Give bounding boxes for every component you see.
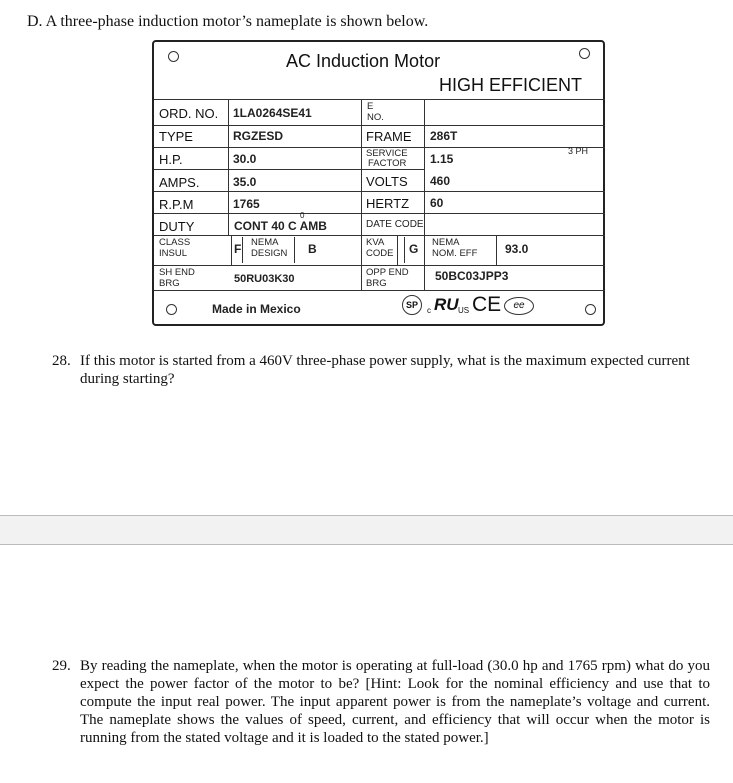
e-label: E <box>367 101 374 112</box>
code-label: CODE <box>366 248 394 259</box>
csa-certification-icon: SP <box>402 295 422 315</box>
mounting-hole-icon <box>585 304 596 315</box>
opp-end-value: 50BC03JPP3 <box>435 269 509 283</box>
volts-value: 460 <box>430 174 451 188</box>
brg-label-2: BRG <box>366 278 387 289</box>
duty-degree: 0 <box>300 211 305 220</box>
brg-label: BRG <box>159 278 180 289</box>
factor-label: FACTOR <box>368 158 407 169</box>
service-label: SERVICE <box>366 148 408 159</box>
rule <box>424 99 425 290</box>
frame-label: FRAME <box>366 129 412 144</box>
phase-value: 3 PH <box>568 146 589 156</box>
us-mark: US <box>458 306 470 315</box>
rule <box>154 99 605 100</box>
design-value: B <box>308 242 317 256</box>
rule <box>242 237 243 263</box>
amps-label: AMPS. <box>159 175 200 190</box>
type-value: RGZESD <box>233 129 284 143</box>
motor-nameplate <box>152 40 605 326</box>
design-label: DESIGN <box>251 248 288 259</box>
rule <box>228 99 229 235</box>
rule <box>154 169 425 170</box>
rule <box>496 235 497 265</box>
date-code-label: DATE CODE <box>366 219 424 230</box>
hertz-label: HERTZ <box>366 196 410 211</box>
frame-value: 286T <box>430 129 458 143</box>
section-divider <box>0 515 733 545</box>
ee-efficiency-icon: ee <box>504 297 534 315</box>
class-label: CLASS <box>159 237 191 248</box>
hp-value: 30.0 <box>233 152 257 166</box>
rule <box>154 265 605 266</box>
rule <box>397 235 398 265</box>
service-factor-value: 1.15 <box>430 152 454 166</box>
rule <box>154 191 605 192</box>
question-29-number: 29. <box>52 658 71 674</box>
nema-label-2: NEMA <box>432 237 460 248</box>
rpm-value: 1765 <box>233 197 260 211</box>
volts-label: VOLTS <box>366 174 408 189</box>
made-in-text: Made in Mexico <box>212 302 301 316</box>
question-28-text: If this motor is started from a 460V three-phase power supply, what is the maximum expected current during starting? <box>80 353 690 387</box>
rule <box>231 235 232 265</box>
question-28-number: 28. <box>52 353 71 369</box>
ul-certification-icon: RU <box>434 295 459 314</box>
nameplate-title: AC Induction Motor <box>286 51 441 71</box>
rule <box>154 125 605 126</box>
ord-no-value: 1LA0264SE41 <box>233 106 312 120</box>
hp-label: H.P. <box>159 152 183 167</box>
ord-no-label: ORD. NO. <box>159 106 219 121</box>
rule <box>154 235 605 236</box>
mounting-hole-icon <box>579 48 590 59</box>
duty-label: DUTY <box>159 219 195 234</box>
rule <box>154 213 605 214</box>
nema-label: NEMA <box>251 237 279 248</box>
rule <box>294 237 295 263</box>
duty-value: CONT 40 C AMB <box>234 219 327 233</box>
nameplate-subtitle: HIGH EFFICIENT <box>439 75 582 95</box>
amps-value: 35.0 <box>233 175 257 189</box>
c-mark: c <box>427 306 431 315</box>
kva-label: KVA <box>366 237 385 248</box>
rule <box>361 99 362 290</box>
hertz-value: 60 <box>430 196 444 210</box>
rpm-label: R.P.M <box>159 197 194 212</box>
no-label: NO. <box>367 112 384 123</box>
ce-certification-icon: CE <box>472 293 502 316</box>
rule <box>404 237 405 263</box>
insul-label: INSUL <box>159 248 187 259</box>
sh-end-label: SH END <box>159 267 195 278</box>
question-29-text: By reading the nameplate, when the motor is operating at full-load (30.0 hp and 1765 rpm) what do you expect the power factor of the motor to be? [Hint: Look for the nominal efficiency and use that to compute the input real power. The input apparent power is from the nameplate’s voltage and current. The nameplate shows the values of speed, current, and efficiency that will occur when the motor is running from the stated voltage and it is loaded to the stated power.] <box>80 658 710 746</box>
class-value: F <box>234 242 242 256</box>
mounting-hole-icon <box>168 51 179 62</box>
kva-code-value: G <box>409 242 419 256</box>
mounting-hole-icon <box>166 304 177 315</box>
sh-end-value: 50RU03K30 <box>234 273 295 285</box>
intro-text: D. A three-phase induction motor’s nameplate is shown below. <box>27 13 429 30</box>
rule <box>154 290 605 291</box>
opp-end-label: OPP END <box>366 267 409 278</box>
nom-eff-label: NOM. EFF <box>432 248 478 259</box>
type-label: TYPE <box>159 129 193 144</box>
nom-eff-value: 93.0 <box>505 242 529 256</box>
